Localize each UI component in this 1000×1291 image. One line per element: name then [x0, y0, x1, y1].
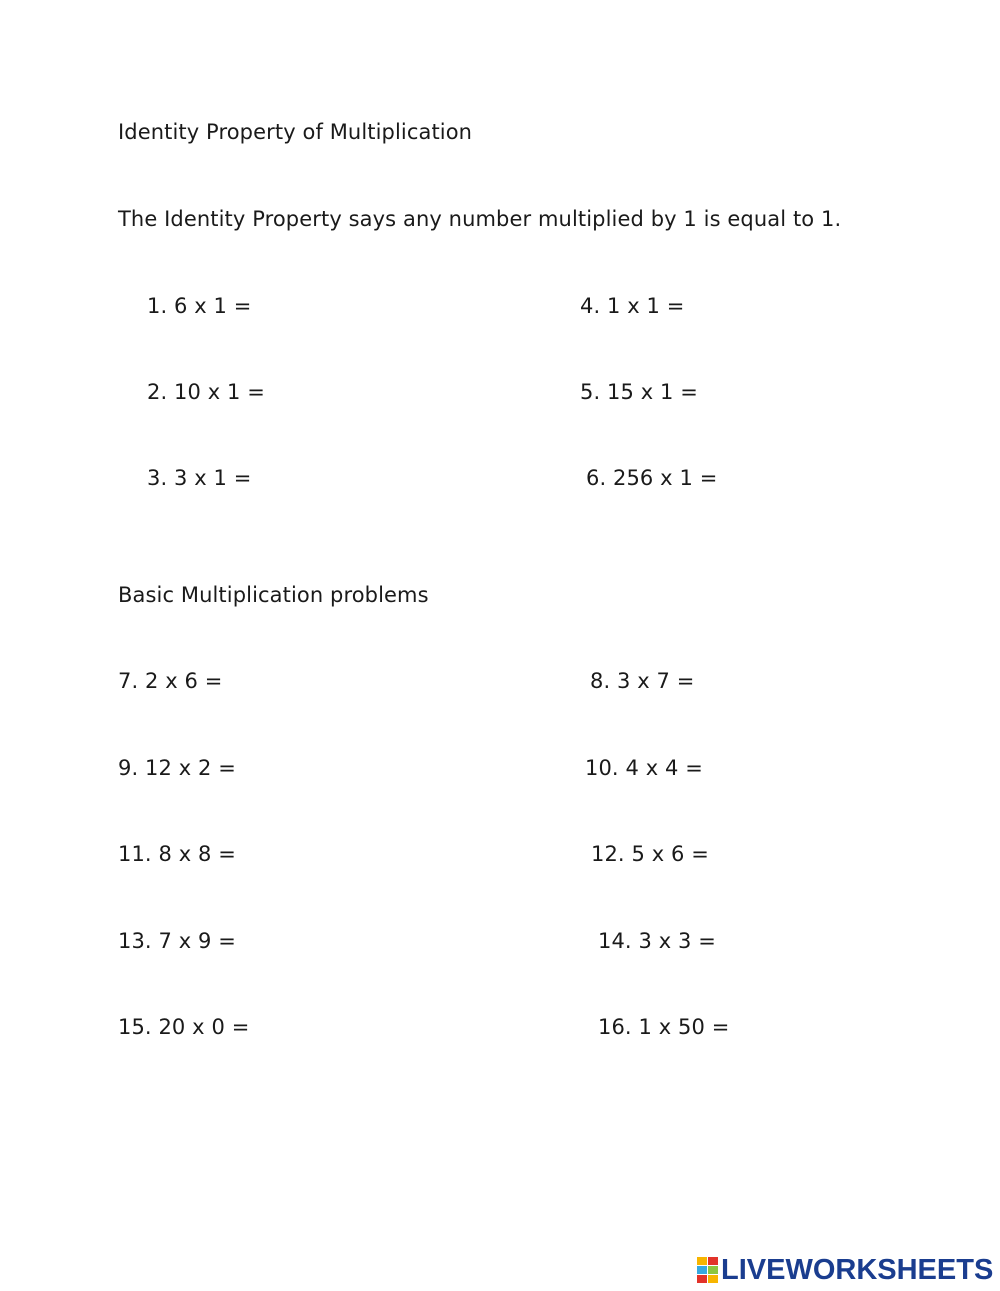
problem-15: 15. 20 x 0 = [118, 1015, 250, 1039]
section-title-identity: Identity Property of Multiplication [118, 120, 473, 144]
liveworksheets-logo [697, 1253, 993, 1287]
problem-14: 14. 3 x 3 = [598, 929, 716, 953]
problem-13: 13. 7 x 9 = [118, 929, 236, 953]
problem-10: 10. 4 x 4 = [585, 756, 703, 780]
problem-3: 3. 3 x 1 = [147, 466, 252, 490]
problem-5: 5. 15 x 1 = [580, 380, 698, 404]
problem-2: 2. 10 x 1 = [147, 380, 265, 404]
problem-6: 6. 256 x 1 = [586, 466, 718, 490]
identity-definition: The Identity Property says any number multiplied by 1 is equal to 1. [118, 207, 842, 231]
problem-4: 4. 1 x 1 = [580, 294, 685, 318]
problem-16: 16. 1 x 50 = [598, 1015, 730, 1039]
problem-11: 11. 8 x 8 = [118, 842, 236, 866]
logo-blocks-icon [697, 1257, 719, 1283]
problem-9: 9. 12 x 2 = [118, 756, 236, 780]
section-title-basic: Basic Multiplication problems [118, 583, 429, 607]
problem-7: 7. 2 x 6 = [118, 669, 223, 693]
logo-text: LIVEWORKSHEETS [721, 1254, 994, 1286]
problem-1: 1. 6 x 1 = [147, 294, 252, 318]
problem-12: 12. 5 x 6 = [591, 842, 709, 866]
problem-8: 8. 3 x 7 = [590, 669, 695, 693]
